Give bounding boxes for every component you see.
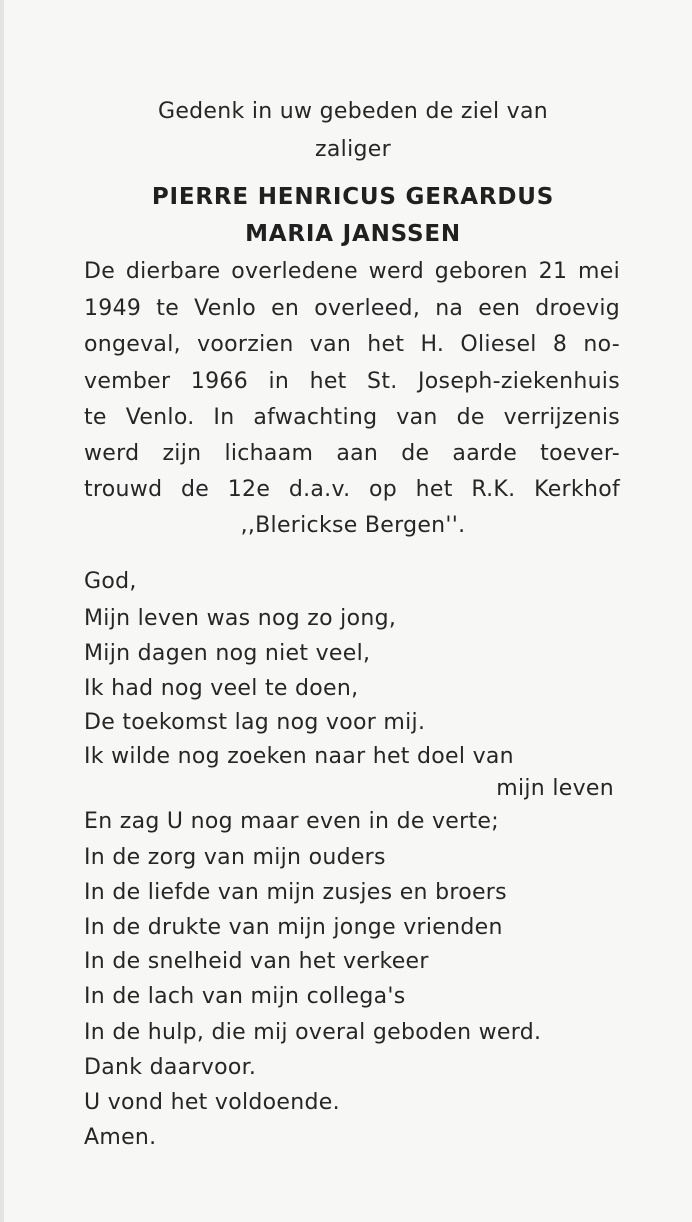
prayer-continuation: mijn leven — [496, 776, 614, 801]
prayer-line: Dank daarvoor. — [84, 1055, 257, 1080]
bio-line: ongeval, voorzien van het H. Oliesel 8 no- — [84, 332, 620, 357]
prayer-line: Ik wilde nog zoeken naar het doel van — [84, 744, 514, 769]
bio-line: te Venlo. In afwachting van de verrijzenis — [84, 405, 620, 430]
prayer-line: God, — [84, 569, 137, 594]
prayer-line: In de snelheid van het verkeer — [84, 949, 429, 974]
bio-line: vember 1966 in het St. Joseph-ziekenhuis — [84, 369, 620, 394]
prayer-line: De toekomst lag nog voor mij. — [84, 710, 426, 735]
prayer-line: In de hulp, die mij overal geboden werd. — [84, 1020, 542, 1045]
bio-line: 1949 te Venlo en overleed, na een droevig — [84, 296, 620, 321]
header-line-2: zaliger — [315, 137, 391, 162]
prayer-amen: Amen. — [84, 1125, 157, 1150]
bio-line: De dierbare overledene werd geboren 21 mei — [84, 259, 620, 284]
cemetery-name: ,,Blerickse Bergen''. — [240, 513, 466, 538]
prayer-line: Mijn dagen nog niet veel, — [84, 641, 371, 666]
prayer-line: In de lach van mijn collega's — [84, 984, 406, 1009]
prayer-line: In de drukte van mijn jonge vrienden — [84, 915, 503, 940]
prayer-line: U vond het voldoende. — [84, 1090, 340, 1115]
prayer-line: Mijn leven was nog zo jong, — [84, 606, 397, 631]
deceased-name-line-2: MARIA JANSSEN — [245, 221, 461, 247]
prayer-line: In de zorg van mijn ouders — [84, 845, 386, 870]
prayer-line: In de liefde van mijn zusjes en broers — [84, 880, 507, 905]
prayer-line: En zag U nog maar even in de verte; — [84, 809, 499, 834]
header-line-1: Gedenk in uw gebeden de ziel van — [157, 99, 548, 124]
prayer-line: Ik had nog veel te doen, — [84, 676, 359, 701]
deceased-name-line-1: PIERRE HENRICUS GERARDUS — [151, 184, 555, 210]
bio-line: werd zijn lichaam aan de aarde toever- — [84, 441, 620, 466]
bio-line: trouwd de 12e d.a.v. op het R.K. Kerkhof — [84, 477, 620, 502]
